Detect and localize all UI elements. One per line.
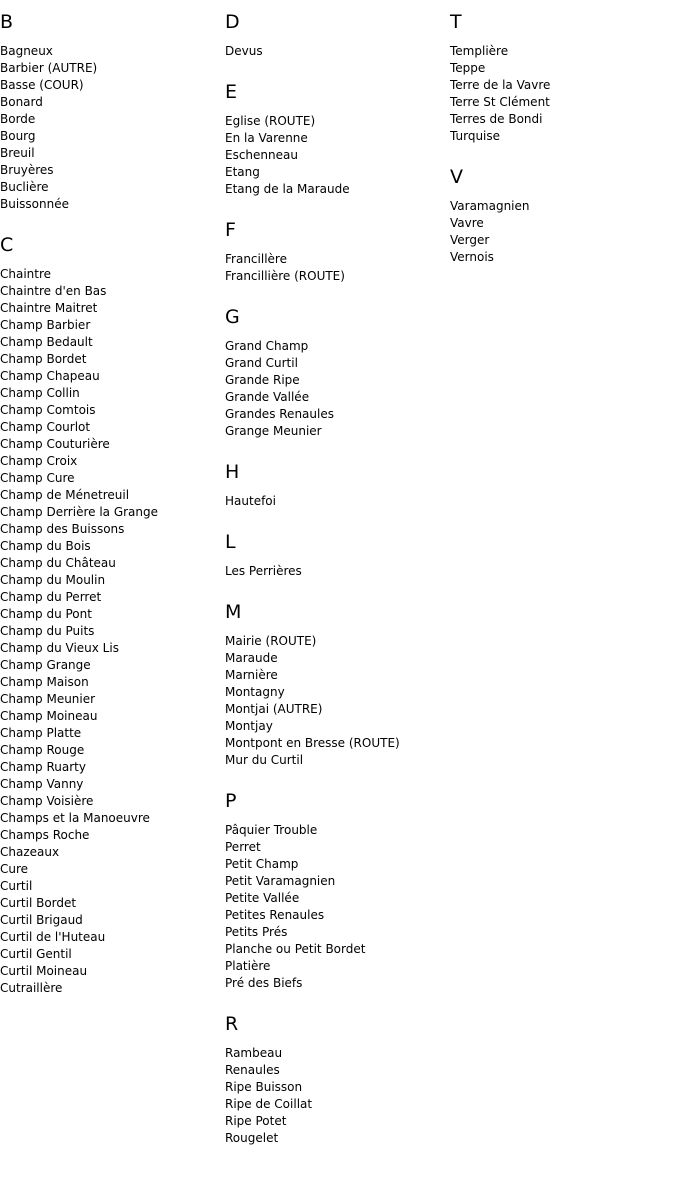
list-item: Champ des Buissons — [0, 522, 125, 536]
list-item: Champ Voisière — [0, 794, 94, 808]
entry-list — [225, 822, 445, 992]
list-item: Petits Prés — [225, 925, 288, 939]
list-item: Buclière — [0, 180, 49, 194]
letter-section — [225, 460, 445, 510]
list-item: Ripe de Coillat — [225, 1097, 313, 1111]
list-item: Champ Ruarty — [0, 760, 86, 774]
list-item: Champ du Moulin — [0, 573, 106, 587]
letter-section — [225, 1012, 445, 1147]
list-item: Vavre — [450, 216, 484, 230]
list-item: Perret — [225, 840, 261, 854]
letter-section — [0, 233, 220, 997]
list-item: Champ Courlot — [0, 420, 91, 434]
list-item: Montagny — [225, 685, 285, 699]
entry-list — [225, 633, 445, 769]
list-item: Mur du Curtil — [225, 753, 304, 767]
list-item: Chaintre Maitret — [0, 301, 98, 315]
list-item: Montjai (AUTRE) — [225, 702, 323, 716]
list-item: Rambeau — [225, 1046, 283, 1060]
list-item: Bourg — [0, 129, 36, 143]
list-item: Grandes Renaules — [225, 407, 334, 421]
section-letter-heading: G — [225, 306, 240, 328]
list-item: Curtil Moineau — [0, 964, 88, 978]
list-item: Petit Champ — [225, 857, 299, 871]
section-letter-heading: M — [225, 601, 242, 623]
list-item: Francillère — [225, 252, 287, 266]
section-letter-heading: B — [0, 11, 14, 33]
list-item: Montjay — [225, 719, 273, 733]
list-item: Champ Grange — [0, 658, 91, 672]
entry-list — [225, 563, 445, 580]
list-item: Champ Collin — [0, 386, 80, 400]
list-item: Champ du Vieux Lis — [0, 641, 119, 655]
entry-list — [0, 43, 220, 213]
list-item: Champ Cure — [0, 471, 75, 485]
list-item: Terres de Bondi — [450, 112, 543, 126]
list-item: Champ du Bois — [0, 539, 91, 553]
letter-section — [225, 600, 445, 769]
list-item: Grange Meunier — [225, 424, 322, 438]
index-column — [225, 10, 445, 1167]
list-item: Petites Renaules — [225, 908, 325, 922]
list-item: Chaintre — [0, 267, 52, 281]
list-item: Maraude — [225, 651, 278, 665]
entry-list — [450, 43, 670, 145]
list-item: Platière — [225, 959, 271, 973]
list-item: Ripe Potet — [225, 1114, 287, 1128]
letter-section — [225, 80, 445, 198]
list-item: Planche ou Petit Bordet — [225, 942, 366, 956]
list-item: Devus — [225, 44, 263, 58]
list-item: Champ Barbier — [0, 318, 91, 332]
letter-section — [225, 789, 445, 992]
list-item: Terre St Clément — [450, 95, 550, 109]
entry-list — [225, 251, 445, 285]
entry-list — [225, 113, 445, 198]
section-letter-heading: E — [225, 81, 238, 103]
section-letter-heading: P — [225, 790, 237, 812]
section-letter-heading: T — [450, 11, 462, 33]
list-item: Grande Ripe — [225, 373, 300, 387]
list-item: Champ de Ménetreuil — [0, 488, 130, 502]
list-item: Champ Maison — [0, 675, 89, 689]
list-item: Curtil Brigaud — [0, 913, 83, 927]
list-item: Mairie (ROUTE) — [225, 634, 317, 648]
list-item: Champ Moineau — [0, 709, 98, 723]
list-item: Basse (COUR) — [0, 78, 84, 92]
list-item: Champ du Château — [0, 556, 116, 570]
letter-section — [225, 530, 445, 580]
list-item: Montpont en Bresse (ROUTE) — [225, 736, 400, 750]
list-item: Cutraillère — [0, 981, 63, 995]
list-item: Pâquier Trouble — [225, 823, 318, 837]
list-item: Buissonnée — [0, 197, 69, 211]
section-letter-heading: L — [225, 531, 236, 553]
entry-list — [225, 338, 445, 440]
list-item: Petit Varamagnien — [225, 874, 336, 888]
section-letter-heading: F — [225, 219, 236, 241]
list-item: Champ Derrière la Grange — [0, 505, 159, 519]
list-item: Curtil Bordet — [0, 896, 77, 910]
list-item: Barbier (AUTRE) — [0, 61, 98, 75]
list-item: Les Perrières — [225, 564, 302, 578]
list-item: Petite Vallée — [225, 891, 300, 905]
list-item: Champ Comtois — [0, 403, 96, 417]
list-item: Grande Vallée — [225, 390, 310, 404]
list-item: Champ Croix — [0, 454, 78, 468]
list-item: Borde — [0, 112, 36, 126]
letter-section — [0, 10, 220, 213]
list-item: Eschenneau — [225, 148, 298, 162]
list-item: Breuil — [0, 146, 35, 160]
entry-list — [225, 1045, 445, 1147]
entry-list — [225, 43, 445, 60]
list-item: Cure — [0, 862, 29, 876]
list-item: Champs Roche — [0, 828, 90, 842]
list-item: Curtil — [0, 879, 33, 893]
letter-section — [225, 305, 445, 440]
list-item: Champ Meunier — [0, 692, 96, 706]
list-item: Chaintre d'en Bas — [0, 284, 107, 298]
list-item: Eglise (ROUTE) — [225, 114, 316, 128]
section-letter-heading: V — [450, 166, 463, 188]
list-item: Champs et la Manoeuvre — [0, 811, 150, 825]
letter-section — [225, 10, 445, 60]
list-item: Templière — [450, 44, 509, 58]
list-item: Champ Rouge — [0, 743, 85, 757]
list-item: Champ Bordet — [0, 352, 87, 366]
list-item: Bruyères — [0, 163, 54, 177]
list-item: Curtil Gentil — [0, 947, 72, 961]
list-item: Vernois — [450, 250, 494, 264]
list-item: Chazeaux — [0, 845, 60, 859]
list-item: En la Varenne — [225, 131, 308, 145]
list-item: Marnière — [225, 668, 278, 682]
list-item: Champ Platte — [0, 726, 82, 740]
list-item: Turquise — [450, 129, 501, 143]
section-letter-heading: H — [225, 461, 240, 483]
list-item: Teppe — [450, 61, 486, 75]
list-item: Francillière (ROUTE) — [225, 269, 345, 283]
section-letter-heading: D — [225, 11, 240, 33]
list-item: Champ du Pont — [0, 607, 92, 621]
list-item: Champ du Perret — [0, 590, 102, 604]
list-item: Varamagnien — [450, 199, 530, 213]
entry-list — [225, 493, 445, 510]
list-item: Etang de la Maraude — [225, 182, 350, 196]
index-column — [450, 10, 670, 286]
section-letter-heading: C — [0, 234, 14, 256]
entry-list — [450, 198, 670, 266]
list-item: Grand Curtil — [225, 356, 298, 370]
list-item: Champ Chapeau — [0, 369, 100, 383]
list-item: Verger — [450, 233, 490, 247]
list-item: Bagneux — [0, 44, 53, 58]
list-item: Renaules — [225, 1063, 280, 1077]
index-column — [0, 10, 220, 1017]
section-letter-heading: R — [225, 1013, 239, 1035]
list-item: Pré des Biefs — [225, 976, 303, 990]
entry-list — [0, 266, 220, 997]
list-item: Hautefoi — [225, 494, 276, 508]
list-item: Champ Bedault — [0, 335, 93, 349]
list-item: Ripe Buisson — [225, 1080, 303, 1094]
list-item: Bonard — [0, 95, 43, 109]
list-item: Rougelet — [225, 1131, 279, 1145]
letter-section — [450, 10, 670, 145]
list-item: Champ Vanny — [0, 777, 84, 791]
list-item: Terre de la Vavre — [450, 78, 551, 92]
list-item: Champ du Puits — [0, 624, 95, 638]
list-item: Etang — [225, 165, 260, 179]
list-item: Grand Champ — [225, 339, 309, 353]
list-item: Champ Couturière — [0, 437, 110, 451]
list-item: Curtil de l'Huteau — [0, 930, 106, 944]
letter-section — [450, 165, 670, 266]
letter-section — [225, 218, 445, 285]
